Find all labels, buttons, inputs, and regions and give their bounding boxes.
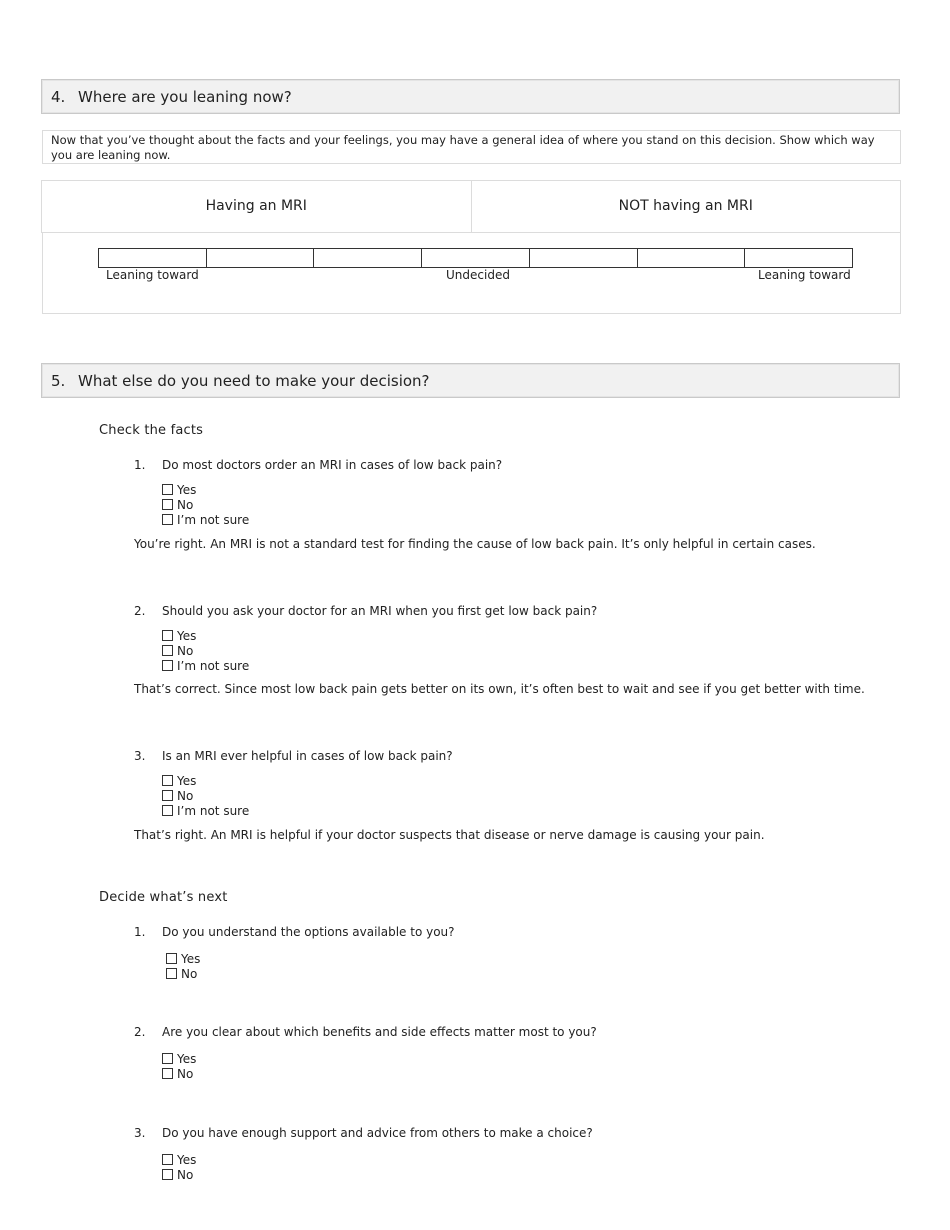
- section-number: 5.: [51, 372, 66, 390]
- option-no[interactable]: [162, 788, 249, 803]
- answer-options: [162, 773, 249, 818]
- scale-label-center: Undecided: [446, 268, 510, 282]
- checkbox[interactable]: [162, 484, 173, 495]
- section-5-header: [41, 363, 900, 398]
- question-text: Should you ask your doctor for an MRI when you first get low back pain?: [162, 604, 598, 618]
- checkbox[interactable]: [162, 645, 173, 656]
- question-number: 3.: [134, 749, 146, 763]
- answer-options: [166, 951, 200, 981]
- option-no[interactable]: [162, 1167, 196, 1182]
- option-yes[interactable]: [162, 1152, 196, 1167]
- option-no[interactable]: [166, 966, 200, 981]
- checkbox[interactable]: [162, 630, 173, 641]
- option-yes[interactable]: [162, 628, 249, 643]
- option-yes[interactable]: [162, 1051, 196, 1066]
- checkbox[interactable]: [162, 1169, 173, 1180]
- scale-box-6[interactable]: [638, 249, 746, 267]
- scale-box-3[interactable]: [314, 249, 422, 267]
- option-label: Yes: [177, 482, 197, 497]
- question-number: 2.: [134, 1025, 146, 1039]
- option-left-label: Having an MRI: [205, 198, 307, 214]
- option-no[interactable]: [162, 1066, 196, 1081]
- option-label: No: [177, 497, 194, 512]
- leaning-scale-panel: [42, 232, 901, 314]
- checkbox[interactable]: [162, 660, 173, 671]
- answer-feedback: That’s right. An MRI is helpful if your doctor suspects that disease or nerve damage is causing your pain.: [134, 828, 765, 842]
- section-title: Where are you leaning now?: [78, 88, 292, 106]
- question-text: Is an MRI ever helpful in cases of low back pain?: [162, 749, 453, 763]
- question-number: 1.: [134, 925, 146, 939]
- question-text: Do most doctors order an MRI in cases of low back pain?: [162, 458, 503, 472]
- question-number: 2.: [134, 604, 146, 618]
- option-yes[interactable]: [162, 773, 249, 788]
- checkbox[interactable]: [166, 968, 177, 979]
- option-not-sure[interactable]: [162, 512, 249, 527]
- option-label: Yes: [177, 628, 197, 643]
- option-label: No: [181, 966, 198, 981]
- option-label: Yes: [177, 773, 197, 788]
- decide-next-title: Decide what’s next: [99, 890, 228, 905]
- checkbox[interactable]: [162, 514, 173, 525]
- scale-box-4[interactable]: [422, 249, 530, 267]
- checkbox[interactable]: [162, 805, 173, 816]
- option-label: No: [177, 1066, 194, 1081]
- option-right-label: NOT having an MRI: [471, 181, 901, 232]
- section-4-intro: Now that you’ve thought about the facts and your feelings, you may have a general idea of where you stand on this decision. Show which way you are leaning now.: [42, 130, 901, 164]
- option-not-sure[interactable]: [162, 803, 249, 818]
- checkbox[interactable]: [162, 1068, 173, 1079]
- scale-box-2[interactable]: [207, 249, 315, 267]
- option-label: I’m not sure: [177, 512, 250, 527]
- option-no[interactable]: [162, 643, 249, 658]
- answer-options: [162, 1051, 196, 1081]
- leaning-options-header: [41, 180, 901, 233]
- answer-feedback: You’re right. An MRI is not a standard test for finding the cause of low back pain. It’s only helpful in certain cases.: [134, 537, 816, 551]
- option-not-sure[interactable]: [162, 658, 249, 673]
- option-no[interactable]: [162, 497, 249, 512]
- scale-box-7[interactable]: [745, 249, 852, 267]
- scale-label-left: Leaning toward: [106, 268, 199, 282]
- answer-options: [162, 628, 249, 673]
- question-text: Are you clear about which benefits and side effects matter most to you?: [162, 1025, 597, 1039]
- answer-feedback: That’s correct. Since most low back pain gets better on its own, it’s often best to wait and see if you get better with time.: [134, 682, 865, 696]
- section-4-header: [41, 79, 900, 114]
- scale-box-5[interactable]: [530, 249, 638, 267]
- option-label: No: [177, 788, 194, 803]
- question-text: Do you have enough support and advice from others to make a choice?: [162, 1126, 593, 1140]
- option-label: No: [177, 643, 194, 658]
- leaning-scale: [98, 248, 853, 268]
- scale-box-1[interactable]: [99, 249, 207, 267]
- option-label: I’m not sure: [177, 658, 250, 673]
- option-label: Yes: [181, 951, 201, 966]
- checkbox[interactable]: [166, 953, 177, 964]
- section-title: What else do you need to make your decision?: [78, 372, 430, 390]
- option-label: No: [177, 1167, 194, 1182]
- scale-label-right: Leaning toward: [758, 268, 851, 282]
- option-label: Yes: [177, 1152, 197, 1167]
- option-label: I’m not sure: [177, 803, 250, 818]
- checkbox[interactable]: [162, 775, 173, 786]
- checkbox[interactable]: [162, 1154, 173, 1165]
- question-number: 1.: [134, 458, 146, 472]
- checkbox[interactable]: [162, 790, 173, 801]
- section-number: 4.: [51, 88, 66, 106]
- answer-options: [162, 482, 249, 527]
- question-number: 3.: [134, 1126, 146, 1140]
- answer-options: [162, 1152, 196, 1182]
- check-facts-title: Check the facts: [99, 423, 204, 438]
- option-yes[interactable]: [162, 482, 249, 497]
- checkbox[interactable]: [162, 1053, 173, 1064]
- checkbox[interactable]: [162, 499, 173, 510]
- question-text: Do you understand the options available to you?: [162, 925, 455, 939]
- option-label: Yes: [177, 1051, 197, 1066]
- option-yes[interactable]: [166, 951, 200, 966]
